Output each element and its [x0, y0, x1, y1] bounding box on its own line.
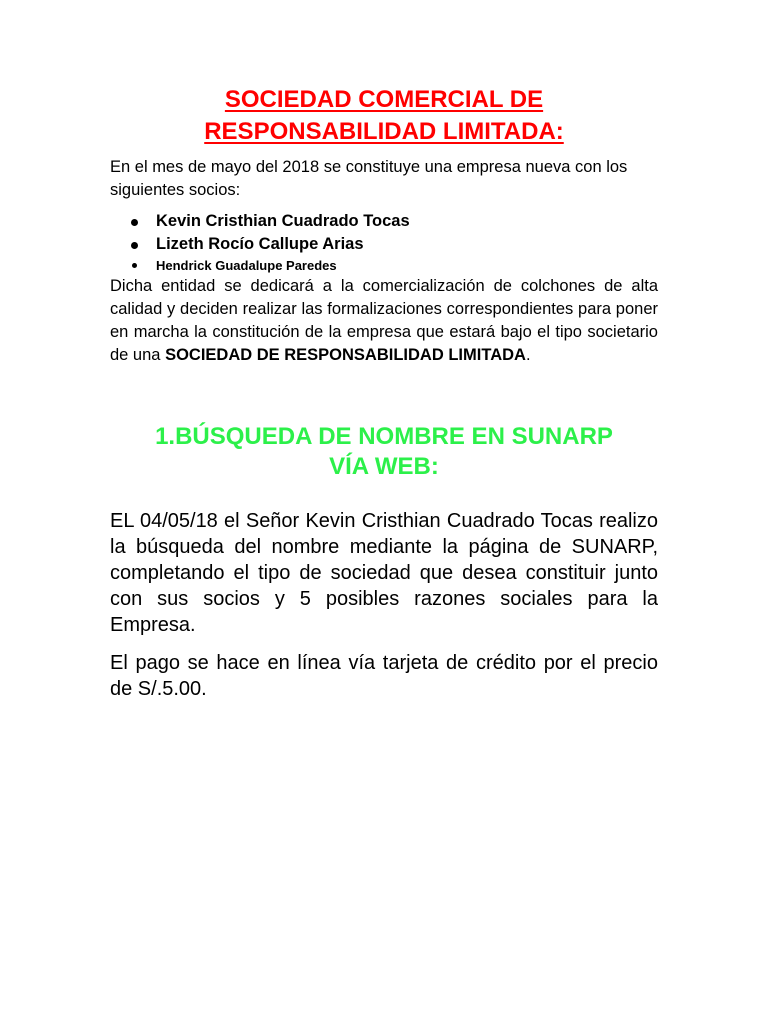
partners-list — [110, 210, 658, 275]
document-title — [110, 84, 658, 148]
payment-paragraph: El pago se hace en línea vía tarjeta de crédito por el precio de S/.5.00. — [110, 652, 658, 700]
section-title-line-1: 1.BÚSQUEDA DE NOMBRE EN SUNARP — [155, 423, 613, 450]
intro-paragraph: En el mes de mayo del 2018 se constituye una empresa nueva con los siguientes socios: — [110, 158, 628, 199]
search-paragraph: EL 04/05/18 el Señor Kevin Cristhian Cuadrado Tocas realizo la búsqueda del nombre mediante la página de SUNARP, completando el tipo de sociedad que desea constituir junto con sus socios y 5 posibles razones sociales para la Empresa. — [110, 510, 658, 636]
list-item — [110, 233, 658, 256]
list-item — [110, 210, 658, 233]
description-text: Dicha entidad se dedicará a la comercialización de colchones de alta calidad y deciden realizar las formalizaciones correspondientes para poner en marcha la constitución de la empresa que estará bajo el tipo societario de una — [110, 277, 658, 364]
section-title — [110, 422, 658, 482]
description-paragraph — [110, 275, 658, 367]
bullet-icon — [131, 219, 138, 226]
list-item — [110, 256, 658, 275]
partner-name: Lizeth Rocío Callupe Arias — [156, 235, 364, 253]
bullet-icon — [132, 263, 137, 268]
document-title-line-1: SOCIEDAD COMERCIAL DE — [224, 86, 544, 113]
bullet-icon — [131, 242, 138, 249]
partner-name: Kevin Cristhian Cuadrado Tocas — [156, 212, 410, 230]
company-type-bold: SOCIEDAD DE RESPONSABILIDAD LIMITADA — [165, 346, 526, 364]
partner-name: Hendrick Guadalupe Paredes — [156, 258, 337, 273]
document-title-line-2: RESPONSABILIDAD LIMITADA: — [204, 118, 564, 145]
section-title-line-2: VÍA WEB: — [329, 453, 439, 480]
description-end: . — [525, 346, 531, 364]
